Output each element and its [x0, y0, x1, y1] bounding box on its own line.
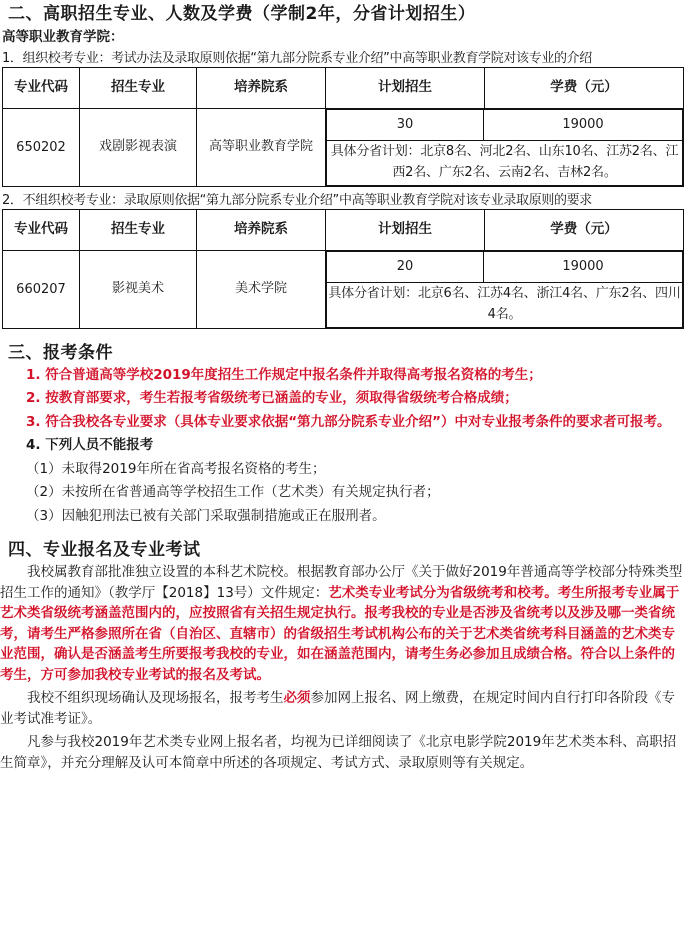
subtable-province-row — [327, 140, 683, 185]
cell-province-breakdown: 具体分省计划：北京8名、河北2名、山东10名、江苏2名、江西2名、广东2名、云南2名、吉林2名。 — [327, 140, 683, 185]
header-major-name: 招生专业 — [80, 67, 197, 108]
exam-paragraph-2 — [0, 688, 686, 729]
header-plan-count: 计划招生 — [326, 209, 485, 250]
header-tuition-fee: 学费（元） — [485, 209, 684, 250]
header-tuition-fee: 学费（元） — [485, 67, 684, 108]
cell-major-name: 戏剧影视表演 — [80, 108, 197, 186]
plan-fee-subtable — [326, 109, 683, 186]
plan-fee-subtable — [326, 251, 683, 328]
requirement-sub-3: （3）因触犯刑法已被有关部门采取强制措施或正在服刑者。 — [26, 507, 386, 524]
admission-table-2 — [2, 209, 684, 329]
group-2-note: 2．不组织校考专业：录取原则依据“第九部分院系专业介绍”中高等职业教育学院对该专业录取原则的要求 — [2, 192, 592, 208]
cell-major-code: 660207 — [3, 250, 80, 328]
cell-plan-fee-group — [326, 108, 684, 186]
document-page — [0, 6, 686, 939]
subtable-values-row — [327, 251, 683, 282]
cell-department: 高等职业教育学院 — [197, 108, 326, 186]
exam-paragraph-1-red: 艺术类专业考试分为省级统考和校考。考生所报考专业属于艺术类省级统考涵盖范围内的，应按照省有关招生规定执行。报考我校的专业是否涉及省统考以及涉及哪一类省统考，请考生严格参照所在省（自治区、直辖市）的省级招生考试机构公布的关于艺术类省统考科目涵盖的艺术类专业范围，确认是否涵盖考生所要报考我校的专业，如在涵盖范围内，请考生务必参加且成绩合格。符合以上条件的考生，方可参加我校专业考试的报名及考试。 — [0, 584, 680, 683]
exam-paragraph-2-part-b: 参加网上报名、网上缴费，在规定时间内自行打印各阶段《专业考试准考证》。 — [0, 690, 675, 727]
group-1-note: 1．组织校考专业：考试办法及录取原则依据“第九部分院系专业介绍”中高等职业教育学院对该专业的介绍 — [2, 50, 592, 66]
table-row — [3, 108, 684, 186]
header-department: 培养院系 — [197, 209, 326, 250]
requirement-item-1: 1. 符合普通高等学校2019年度招生工作规定中报名条件并取得高考报名资格的考生； — [26, 366, 542, 383]
requirement-item-2: 2. 按教育部要求，考生若报考省级统考已涵盖的专业，须取得省级统考合格成绩； — [26, 390, 518, 407]
cell-department: 美术学院 — [197, 250, 326, 328]
section-2-heading: 二、高职招生专业、人数及学费（学制2年，分省计划招生） — [8, 4, 476, 24]
header-plan-count: 计划招生 — [326, 67, 485, 108]
subtable-values-row — [327, 109, 683, 140]
admission-table-1 — [2, 67, 684, 187]
header-department: 培养院系 — [197, 67, 326, 108]
exam-paragraph-2-part-a: 我校不组织现场确认及现场报名，报考考生 — [27, 690, 284, 707]
exam-paragraph-1 — [0, 562, 686, 685]
table-header-row — [3, 209, 684, 250]
requirement-item-4: 4. 下列人员不能报考 — [26, 437, 154, 454]
cell-major-name: 影视美术 — [80, 250, 197, 328]
requirement-sub-2: （2）未按所在省普通高等学校招生工作（艺术类）有关规定执行者； — [26, 484, 440, 501]
cell-province-breakdown: 具体分省计划：北京6名、江苏4名、浙江4名、广东2名、四川4名。 — [327, 282, 683, 327]
cell-plan-count: 20 — [327, 251, 484, 282]
requirement-sub-1: （1）未取得2019年所在省高考报名资格的考生； — [26, 460, 326, 477]
section-4-heading: 四、专业报名及专业考试 — [8, 540, 201, 561]
cell-tuition-fee: 19000 — [484, 109, 683, 140]
exam-paragraph-2-emphasis: 必须 — [283, 690, 311, 707]
cell-tuition-fee: 19000 — [484, 251, 683, 282]
exam-paragraph-3: 凡参与我校2019年艺术类专业网上报名者，均视为已详细阅读了《北京电影学院2019年艺术类本科、高职招生简章》，并充分理解及认可本简章中所述的各项规定、考试方式、录取原则等有关规定。 — [0, 734, 677, 771]
cell-plan-fee-group — [326, 250, 684, 328]
section-3-heading: 三、报考条件 — [8, 342, 113, 363]
requirement-item-3: 3. 符合我校各专业要求（具体专业要求依据“第九部分院系专业介绍”）中对专业报考条件的要求者可报考。 — [26, 413, 671, 430]
subtable-province-row — [327, 282, 683, 327]
college-subtitle: 高等职业教育学院： — [2, 29, 124, 45]
table-row — [3, 250, 684, 328]
cell-major-code: 650202 — [3, 108, 80, 186]
header-major-code: 专业代码 — [3, 209, 80, 250]
header-major-code: 专业代码 — [3, 67, 80, 108]
exam-paragraph-1-black: 我校属教育部批准独立设置的本科艺术院校。根据教育部办公厅《关于做好2019年普通高等学校部分特殊类型招生工作的通知》（教学厅【2018】13号）文件规定： — [0, 564, 683, 601]
header-major-name: 招生专业 — [80, 209, 197, 250]
cell-plan-count: 30 — [327, 109, 484, 140]
table-header-row — [3, 67, 684, 108]
